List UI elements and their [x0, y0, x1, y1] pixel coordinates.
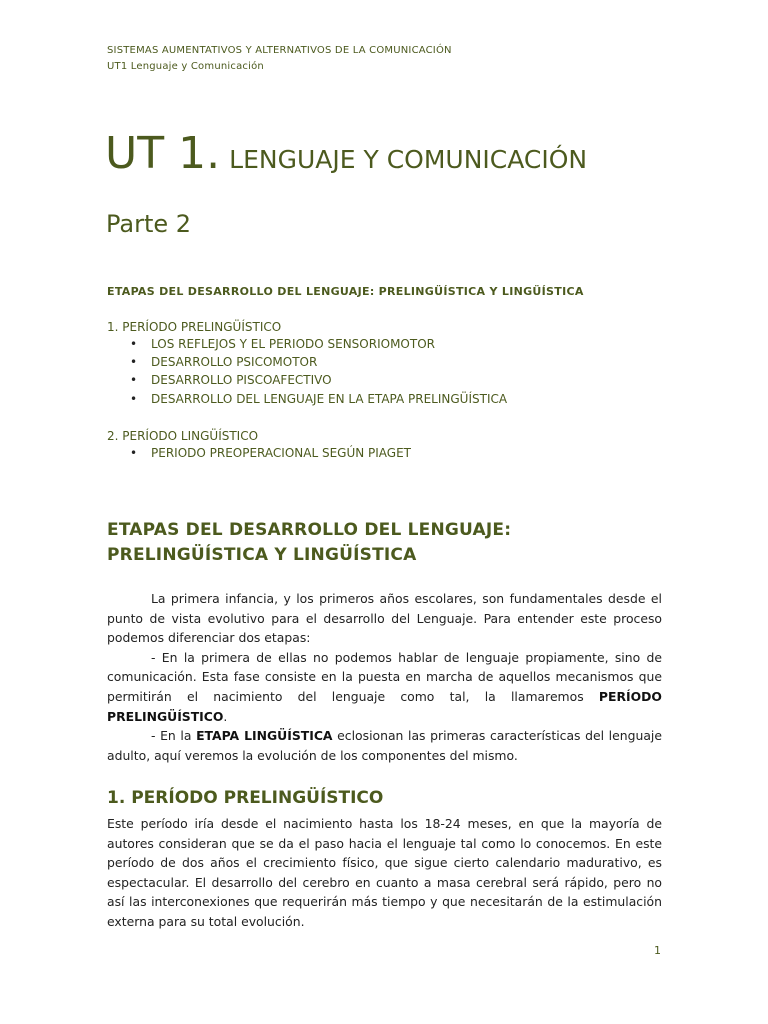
- paragraph: La primera infancia, y los primeros años escolares, son fundamentales desde el punto de vista evolutivo para el desarrollo del Lenguaje. Para entender este proceso podemos diferenciar dos etapas:: [107, 591, 662, 646]
- paragraph-text: .: [223, 708, 228, 724]
- bold-term: PERÍODO PRELINGÜÍSTICO: [107, 688, 662, 724]
- paragraph-text: eclosionan las primeras características del lenguaje adulto, aquí veremos la evolución de los componentes del mismo.: [107, 728, 662, 763]
- toc-item: • LOS REFLEJOS Y EL PERIODO SENSORIOMOTOR: [130, 335, 507, 353]
- paragraph-text: - En la: [151, 728, 192, 744]
- paragraph: [107, 648, 662, 726]
- paragraph: Este período iría desde el nacimiento hasta los 18-24 meses, en que la mayoría de autores consideran que se da el paso hacia el lenguaje tal como lo conocemos. En este período de dos años el crecimiento físico, que sigue cierto calendario madurativo, es espectacular. El desarrollo del cerebro en cuanto a masa cerebral será rápido, pero no así las interconexiones que requerirán más tiempo y que necesitarán de la estimulación externa para su total evolución.: [107, 816, 662, 929]
- subsection-body: [107, 814, 662, 932]
- running-header-unit: UT1 Lenguaje y Comunicación: [107, 61, 264, 72]
- bold-term: ETAPA LINGÜÍSTICA: [196, 728, 333, 744]
- toc-period-2: 2. PERÍODO LINGÜÍSTICO: [107, 429, 259, 443]
- toc-item: • DESARROLLO DEL LENGUAJE EN LA ETAPA PRELINGÜÍSTICA: [130, 390, 507, 408]
- section-heading: ETAPAS DEL DESARROLLO DEL LENGUAJE: PRELINGÜÍSTICA Y LINGÜÍSTICA: [107, 520, 512, 565]
- title-unit-number: UT 1.: [105, 128, 221, 179]
- subsection-number: 1: [107, 788, 119, 808]
- toc-heading: ETAPAS DEL DESARROLLO DEL LENGUAJE: PRELINGÜÍSTICA Y LINGÜÍSTICA: [107, 285, 584, 298]
- toc-item: • DESARROLLO PSICOMOTOR: [130, 353, 507, 371]
- part-label: Parte 2: [106, 210, 192, 238]
- subsection-title: . PERÍODO PRELINGÜÍSTICO: [118, 788, 384, 808]
- paragraph-text: - En la primera de ellas no podemos hablar de lenguaje propiamente, sino de comunicación. Esta fase consiste en la puesta en marcha de aquellos mecanismos que permitirán el nacimiento del lenguaje como tal, la llamaremos: [107, 649, 662, 704]
- paragraph: [107, 726, 662, 765]
- toc-item: • PERIODO PREOPERACIONAL SEGÚN PIAGET: [130, 444, 411, 462]
- toc-period-2-list: [130, 444, 411, 462]
- section-body: [107, 589, 662, 765]
- running-header-course: SISTEMAS AUMENTATIVOS Y ALTERNATIVOS DE LA COMUNICACIÓN: [107, 45, 452, 56]
- title-unit-name: LENGUAJE Y COMUNICACIÓN: [229, 145, 588, 174]
- page-title: [105, 128, 587, 179]
- page-number: 1: [654, 944, 661, 957]
- toc-period-1: 1. PERÍODO PRELINGÜÍSTICO: [107, 320, 282, 334]
- toc-item: • DESARROLLO PISCOAFECTIVO: [130, 371, 507, 389]
- subsection-heading: [107, 788, 383, 808]
- toc-period-1-list: [130, 335, 507, 408]
